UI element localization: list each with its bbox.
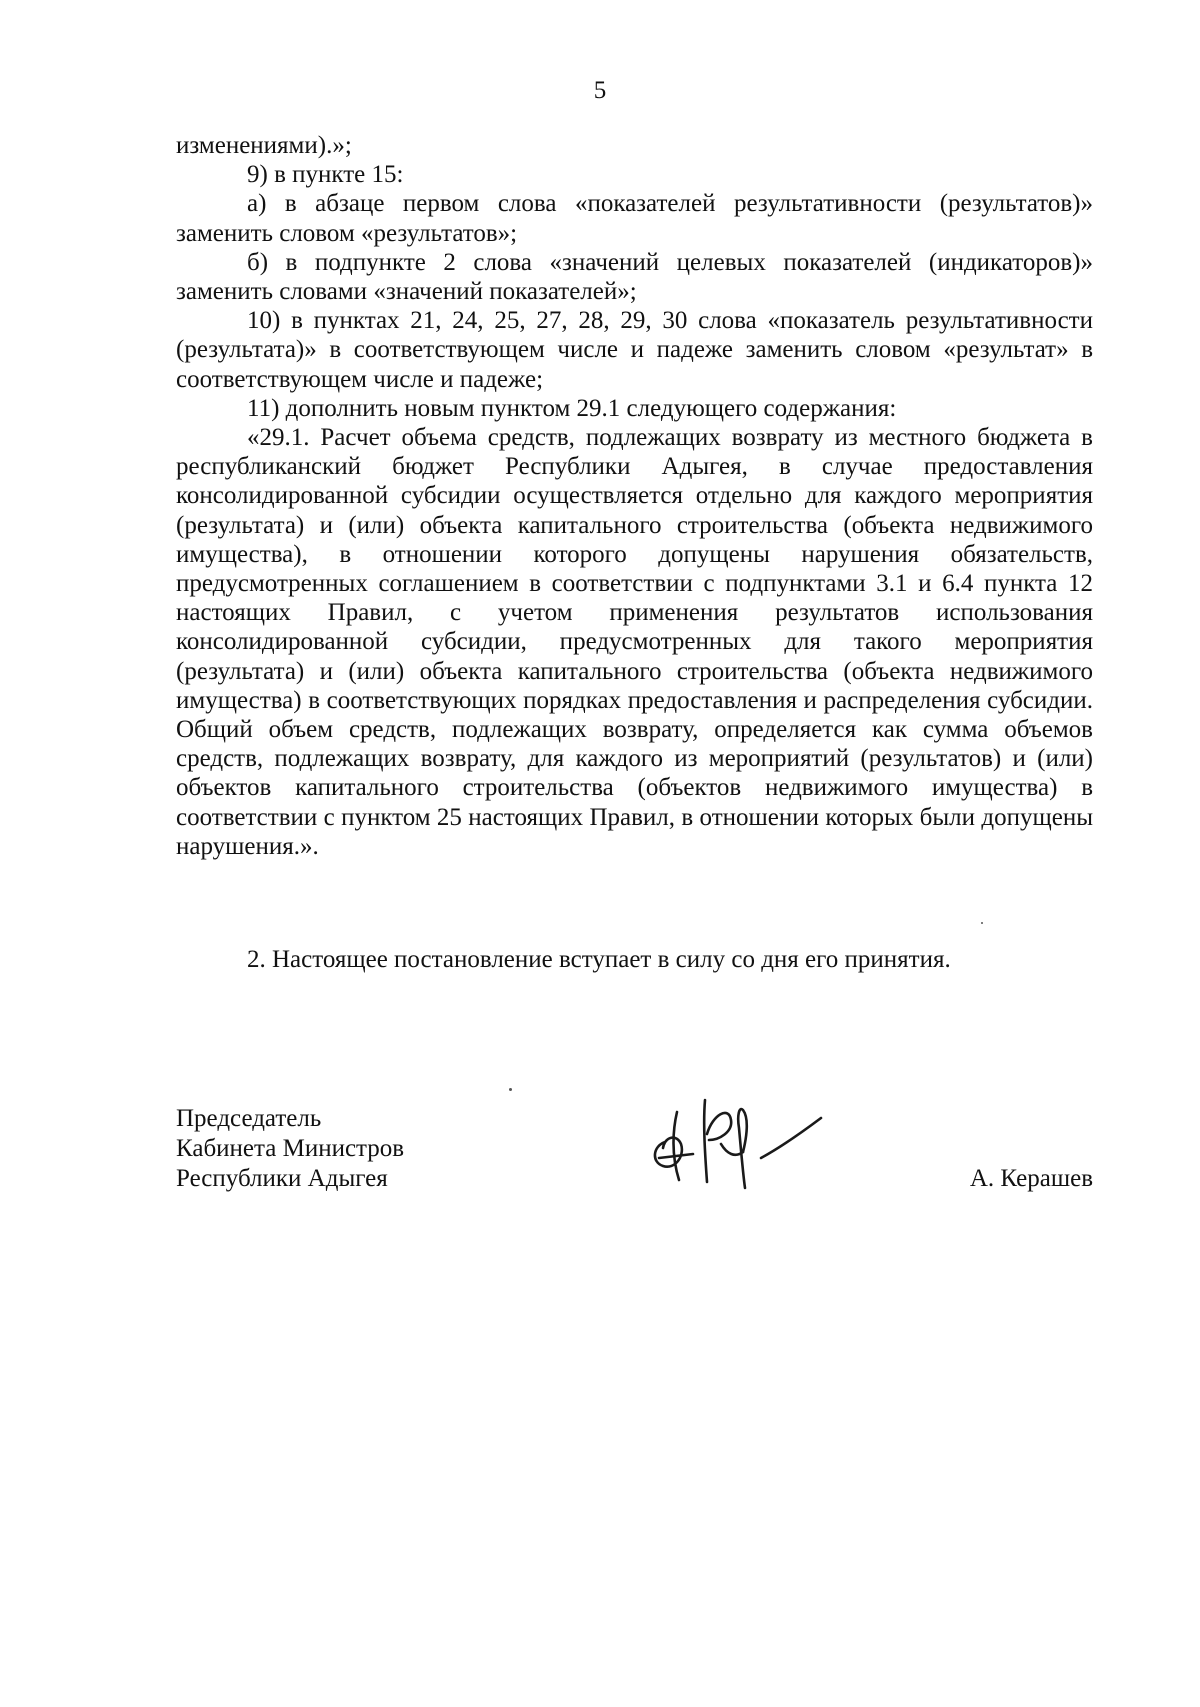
scan-speck — [981, 922, 983, 924]
paragraph-effective-date: 2. Настоящее постановление вступает в силу со дня его принятия. — [247, 946, 951, 973]
handwritten-signature — [643, 1084, 843, 1194]
signer-name: А. Керашев — [969, 1165, 1093, 1192]
signer-title-line: Республики Адыгея — [176, 1165, 388, 1192]
paragraph-item-29-1: «29.1. Расчет объема средств, подлежащих возврату из местного бюджета в республиканский бюджет Республики Адыгея, в случае предоставления консолидированной субсидии осуществляется отдельно для каждого мероприятия (результата) и (или) объекта капитального строительства (объекта недвижимого имущества), в отношении которого допущены нарушения обязательств, предусмотренных соглашением в соответствии с подпунктами 3.1 и 6.4 пункта 12 настоящих Правил, с учетом применения результатов использования консолидированной субсидии, предусмотренных для такого мероприятия (результата) и (или) объекта капитального строительства (объекта недвижимого имущества) в соответствующих порядках предоставления и распределения субсидии. Общий объем средств, подлежащих возврату, определяется как сумма объемов средств, подлежащих возврату, для каждого из мероприятий (результатов) и (или) объектов капитального строительства (объектов недвижимого имущества) в соответствии с пунктом 25 настоящих Правил, в отношении которых были допущены нарушения.». — [176, 424, 1093, 860]
document-body — [176, 131, 1093, 861]
paragraph-continuation: изменениями).»; — [176, 132, 352, 159]
signer-title — [176, 1104, 404, 1194]
paragraph-item-11: 11) дополнить новым пунктом 29.1 следующего содержания: — [247, 394, 897, 422]
signature-block — [176, 1104, 1093, 1214]
page-number: 5 — [593, 77, 607, 104]
paragraph-item-9: 9) в пункте 15: — [247, 161, 404, 189]
paragraph-item-9b: б) в подпункте 2 слова «значений целевых показателей (индикаторов)» заменить словами «значений показателей»; — [176, 248, 1093, 306]
scan-speck — [509, 1088, 512, 1091]
paragraph-item-10: 10) в пунктах 21, 24, 25, 27, 28, 29, 30 слова «показатель результативности (результата)» в соответствующем числе и падеже заменить словом «результат» в соответствующем числе и падеже; — [176, 307, 1093, 393]
signer-title-line: Председатель — [176, 1105, 322, 1132]
signer-title-line: Кабинета Министров — [176, 1135, 405, 1162]
paragraph-item-9a: а) в абзаце первом слова «показателей результативности (результатов)» заменить словом «результатов»; — [176, 190, 1093, 247]
